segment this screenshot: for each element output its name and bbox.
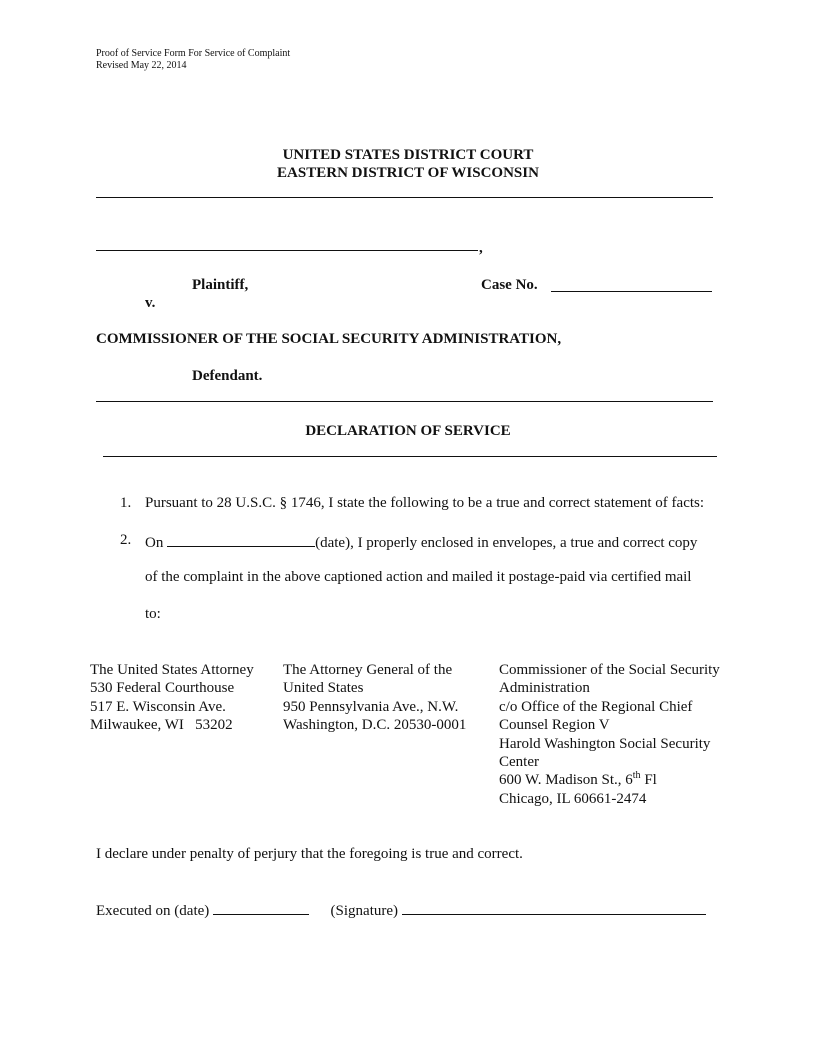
address-line: Center: [499, 754, 539, 771]
address-line: Chicago, IL 60661-2474: [499, 790, 647, 807]
plaintiff-name-field[interactable]: [96, 236, 478, 251]
plaintiff-label: Plaintiff,: [192, 277, 249, 293]
defendant-name: COMMISSIONER OF THE SOCIAL SECURITY ADMINISTRATION,: [96, 331, 562, 347]
signature-field[interactable]: [402, 900, 706, 915]
address-line: Administration: [499, 680, 590, 697]
address-line: 950 Pennsylvania Ave., N.W.: [283, 698, 459, 715]
defendant-label: Defendant.: [192, 368, 263, 384]
caption-bottom-rule: [96, 401, 713, 402]
service-date-field[interactable]: [167, 532, 315, 547]
revision-date: Revised May 22, 2014: [96, 60, 187, 71]
address-line: The United States Attorney: [90, 662, 254, 678]
item-2-line-1: [145, 532, 697, 552]
item-1-text: Pursuant to 28 U.S.C. § 1746, I state the following to be a true and correct statement of facts:: [145, 495, 705, 511]
address-line: Harold Washington Social Security: [499, 735, 711, 752]
address-line: Milwaukee, WI 53202: [90, 717, 233, 734]
court-name: UNITED STATES DISTRICT COURT: [282, 147, 534, 163]
address-line-street: [499, 771, 720, 789]
address-line: Commissioner of the Social Security: [499, 662, 720, 678]
signature-label: (Signature): [330, 903, 399, 919]
form-title-note: Proof of Service Form For Service of Complaint: [96, 48, 291, 59]
execution-line: [96, 900, 706, 920]
item-2-after-date: (date), I properly enclosed in envelopes, a true and correct copy: [315, 535, 698, 551]
street-superscript: th: [632, 770, 641, 782]
caption-top-rule: [96, 197, 713, 198]
case-no-label: Case No.: [481, 277, 538, 293]
recipient-attorney-general: [283, 661, 466, 735]
court-district: EASTERN DISTRICT OF WISCONSIN: [277, 165, 539, 181]
recipient-commissioner: [499, 661, 720, 808]
form-header-note: [96, 48, 290, 72]
item-2-line-3: to:: [145, 606, 161, 622]
street-suffix: Fl: [640, 772, 657, 789]
item-2-line-2: of the complaint in the above captioned action and mailed it postage-paid via certified mail: [145, 569, 692, 585]
declaration-heading: DECLARATION OF SERVICE: [305, 423, 511, 439]
address-line: United States: [283, 680, 364, 697]
plaintiff-comma: ,: [479, 240, 483, 256]
executed-date-field[interactable]: [213, 900, 309, 915]
perjury-statement: I declare under penalty of perjury that the foregoing is true and correct.: [96, 846, 523, 862]
street-prefix: 600 W. Madison St., 6: [499, 772, 633, 789]
address-line: The Attorney General of the: [283, 662, 453, 678]
address-line: 517 E. Wisconsin Ave.: [90, 698, 226, 715]
case-no-field[interactable]: [551, 278, 712, 292]
item-1-number: 1.: [120, 495, 132, 511]
address-line: Washington, D.C. 20530-0001: [283, 717, 467, 734]
address-line: c/o Office of the Regional Chief: [499, 698, 693, 715]
declaration-rule: [103, 456, 717, 457]
versus-label: v.: [145, 295, 156, 311]
recipient-us-attorney: [90, 661, 254, 735]
item-2-on: On: [145, 535, 164, 551]
address-line: Counsel Region V: [499, 717, 610, 734]
item-2-number: 2.: [120, 532, 132, 548]
address-line: 530 Federal Courthouse: [90, 680, 235, 697]
executed-label: Executed on (date): [96, 903, 210, 919]
